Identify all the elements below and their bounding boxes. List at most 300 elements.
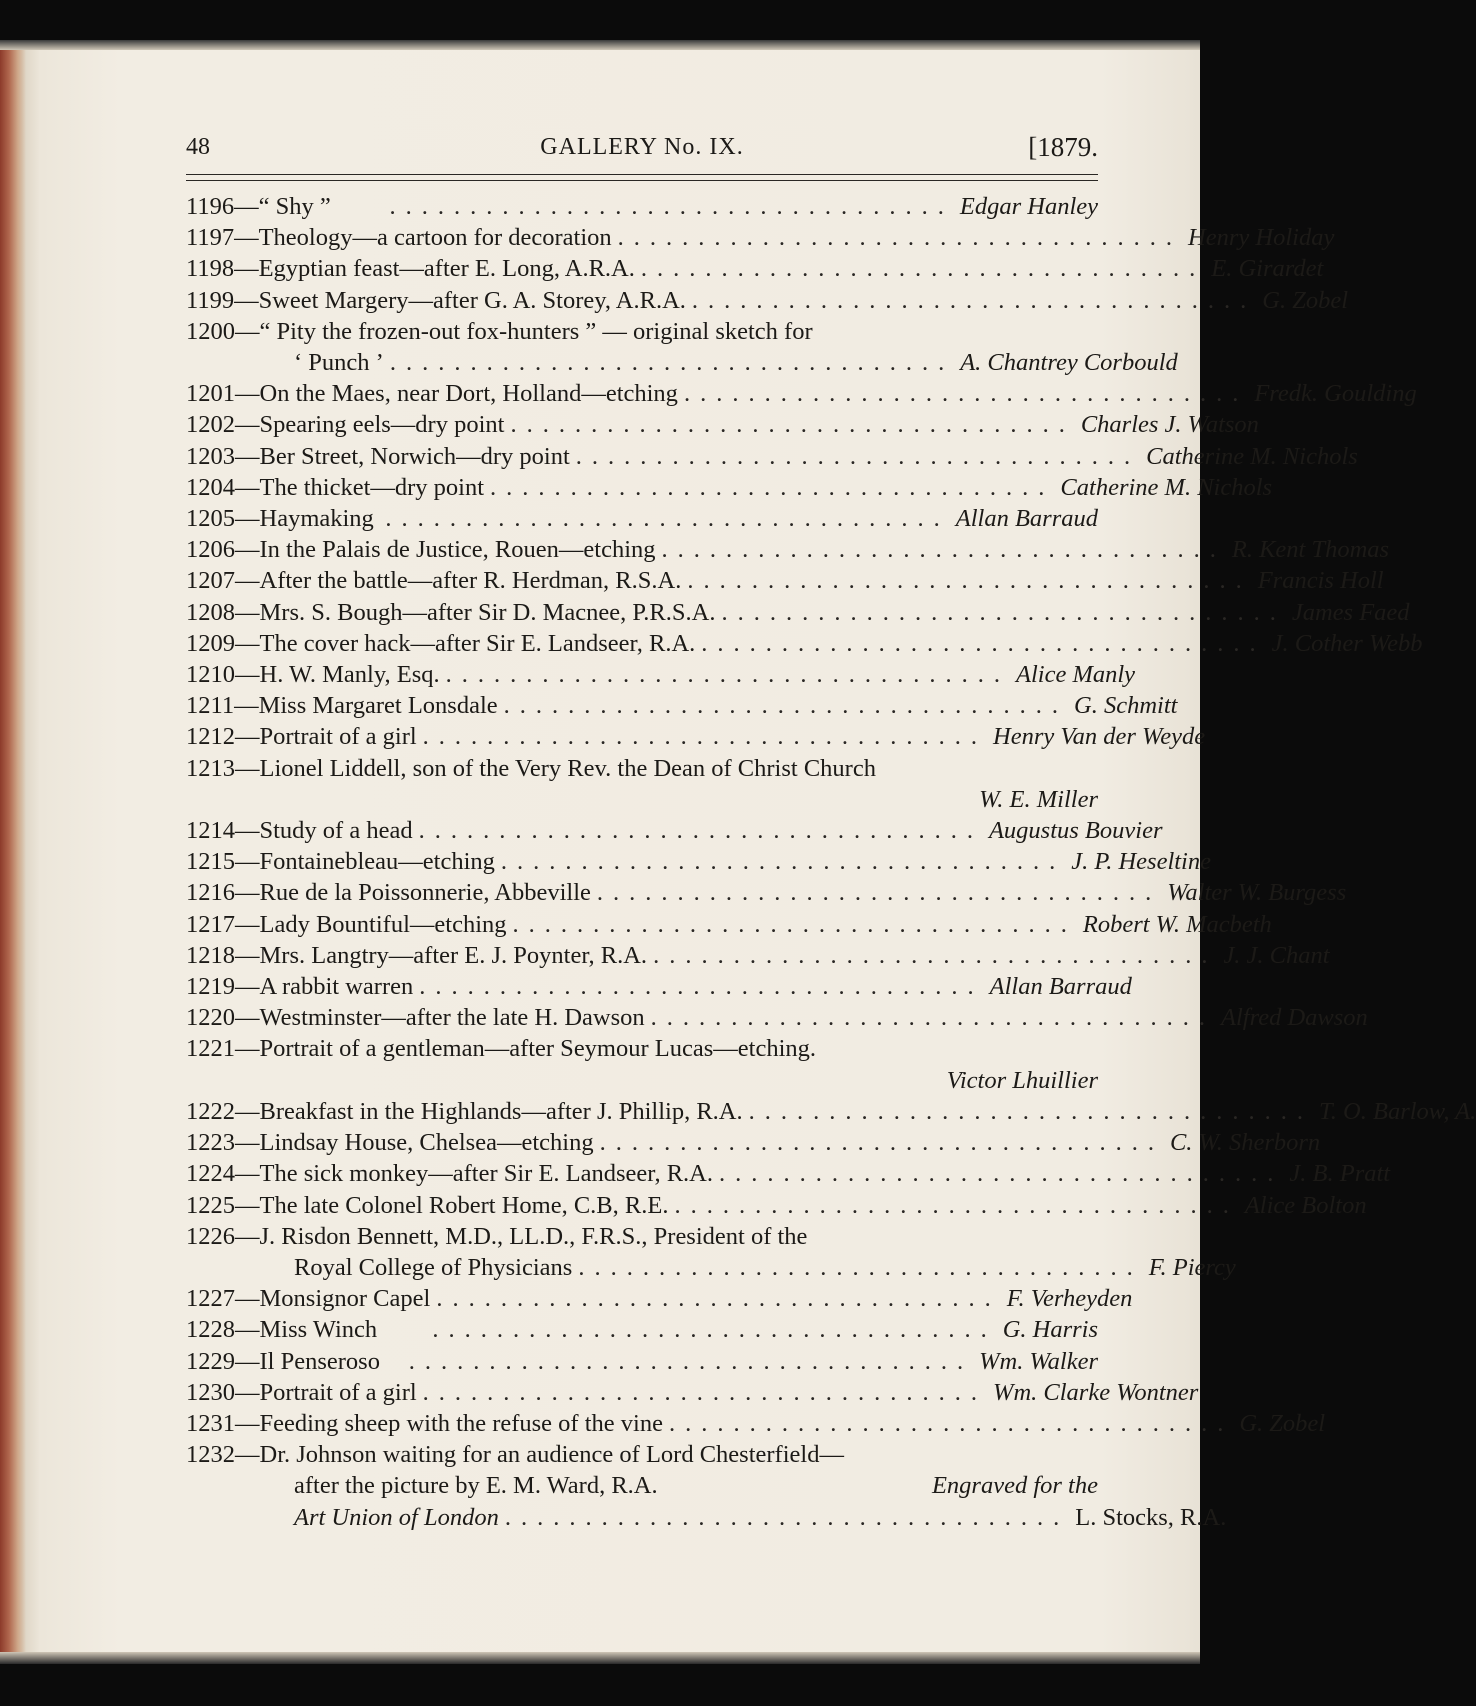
entry-line [186,378,1417,409]
catalogue-entry [186,1283,1133,1314]
entry-line [186,316,1098,347]
artist-name: Catherine M. Nichols [1146,442,1358,470]
entry-head [186,1033,816,1064]
entry-number: 1226 [186,1222,235,1250]
entry-title: Feeding sheep with the refuse of the vine [259,1409,663,1437]
entry-line [186,1221,1098,1252]
catalogue-entry [186,1346,1098,1377]
entry-dash: — [235,317,260,345]
entry-title: Fontainebleau—etching [259,848,495,876]
entry-line [186,690,1178,721]
artist-name: R. Kent Thomas [1231,536,1390,564]
catalogue-entry [186,659,1136,690]
entry-head [186,753,876,784]
leader-dots: ................................... [674,1191,1239,1219]
entry-line [186,1096,1476,1127]
entry-line [186,1002,1368,1033]
entry-head [186,534,656,565]
catalogue-entry [186,628,1423,659]
entry-title: Haymaking [259,505,374,533]
entry-head [186,378,678,409]
artist-name: F. Piercy [1148,1253,1236,1281]
entry-number: 1205 [186,505,235,533]
entry-title: On the Maes, near Dort, Holland—etching [259,380,678,408]
entry-title: Mrs. Langtry—after E. J. Poynter, R.A. [259,941,648,969]
entry-line [186,1283,1133,1314]
entry-number: 1232 [186,1441,235,1469]
entry-line [186,1377,1199,1408]
entry-dash: — [235,1097,260,1125]
entry-number: 1223 [186,1129,235,1157]
entry-title: Portrait of a girl [259,1378,417,1406]
entry-head [186,971,413,1002]
leader-dots: ................................... [691,286,1257,314]
entry-head [186,1221,807,1252]
catalogue-entry [186,940,1330,971]
entry-number: 1229 [186,1347,235,1375]
entry-line [186,877,1347,908]
artist-name: Victor Lhuillier [946,1066,1098,1094]
artist-name: E. Girardet [1211,255,1324,283]
entry-line [186,285,1349,316]
leader-dots: ................................... [575,442,1141,470]
artist-name: G. Zobel [1262,286,1349,314]
entry-number: 1215 [186,848,235,876]
artist-name: A. Chantrey Corbould [960,349,1178,377]
entry-title: Dr. Johnson waiting for an audience of Lord Chesterfield— [259,1441,844,1469]
entry-dash: — [235,1191,260,1219]
catalogue-entry [186,1033,1098,1095]
entry-number: 1218 [186,941,235,969]
entry-number: 1201 [186,380,235,408]
entry-line [186,909,1272,940]
entry-head [186,1002,645,1033]
entry-dash: — [235,629,260,657]
entry-list [186,191,1476,1533]
catalogue-entry [186,253,1324,284]
entry-title: Ber Street, Norwich—dry point [259,442,570,470]
leader-dots: ................................... [419,973,984,1001]
entry-dash: — [235,442,260,470]
engraving-note: Engraved for the [931,1472,1098,1500]
entry-dash: — [235,567,260,595]
entry-dash: — [235,1441,260,1469]
catalogue-entry [186,191,1098,222]
entry-line [186,534,1390,565]
artist-name: F. Verheyden [1006,1285,1133,1313]
entry-title: Portrait of a gentleman—after Seymour Lucas—etching. [259,1035,817,1063]
catalogue-entry [186,222,1335,253]
entry-number: 1209 [186,629,235,657]
leader-dots: ................................... [578,1253,1143,1281]
entry-line [186,1439,1098,1470]
entry-line [186,191,1098,222]
catalogue-entry [186,285,1349,316]
leader-dots: ................................... [503,692,1069,720]
entry-title: Miss Margaret Lonsdale [258,692,498,720]
entry-number: 1222 [186,1097,235,1125]
entry-head [186,1408,663,1439]
entry-dash: — [234,193,259,220]
entry-line [186,753,1098,784]
entry-head [186,1096,743,1127]
catalogue-entry [186,1221,1236,1283]
entry-line [186,565,1384,596]
catalogue-entry [186,1002,1368,1033]
artist-name: Wm. Walker [979,1347,1098,1375]
entry-line [186,1158,1391,1189]
entry-title-continued: after the picture by E. M. Ward, R.A. [294,1472,658,1500]
entry-line [186,222,1335,253]
entry-dash: — [235,1222,260,1250]
entry-line [186,1346,1098,1377]
entry-title: Lady Bountiful—etching [259,910,507,938]
entry-head [186,409,504,440]
entry-dash: — [235,848,260,876]
entry-dash: — [234,286,259,314]
entry-dash: — [235,817,260,845]
entry-dash: — [235,1035,260,1063]
entry-title-continued: Royal College of Physicians [294,1253,573,1281]
catalogue-entry [186,1096,1476,1127]
entry-title: Rue de la Poissonnerie, Abbeville [259,879,591,907]
entry-head [186,659,440,690]
entry-title: J. Risdon Bennett, M.D., LL.D., F.R.S., President of the [259,1222,808,1250]
entry-line [186,721,1206,752]
entry-number: 1198 [186,255,235,283]
entry-number: 1228 [186,1316,235,1344]
artist-name: Augustus Bouvier [988,817,1163,845]
entry-head [186,1158,713,1189]
entry-title: The cover hack—after Sir E. Landseer, R.A. [259,629,696,657]
entry-head [186,565,681,596]
entry-title: Breakfast in the Highlands—after J. Phillip, R.A. [259,1097,743,1125]
entry-title: Westminster—after the late H. Dawson [259,1004,645,1032]
entry-dash: — [235,411,260,439]
artist-name: C. W. Sherborn [1169,1129,1321,1157]
leader-dots: ................................... [640,255,1206,283]
entry-title: Sweet Margery—after G. A. Storey, A.R.A. [258,286,686,314]
entry-head [186,285,686,316]
entry-line [186,1190,1367,1221]
leader-dots: ................................... [721,598,1286,626]
catalogue-entry [186,846,1211,877]
artist-name: J. J. Chant [1223,941,1330,969]
entry-dash: — [235,1347,260,1375]
leader-dots: ................................... [687,567,1252,595]
entry-number: 1207 [186,567,235,595]
entry-head [186,690,498,721]
entry-line [186,441,1358,472]
leader-dots: ................................... [650,1004,1216,1032]
entry-head [186,1346,380,1377]
leader-dots: ................................... [490,473,1055,501]
entry-number: 1199 [186,286,235,314]
artist-line [186,784,1098,815]
leader-dots: ................................... [719,1160,1284,1188]
leader-dots: ................................... [504,1503,1070,1531]
entry-number: 1204 [186,473,235,501]
entry-title: Miss Winch [259,1316,378,1344]
entry-title: A rabbit warren [259,973,414,1001]
catalogue-entry [186,1190,1367,1221]
entry-title: The sick monkey—after Sir E. Landseer, R.A. [259,1160,714,1188]
entry-dash: — [235,910,260,938]
artist-name: Robert W. Macbeth [1082,910,1272,938]
entry-title: The late Colonel Robert Home, C.B, R.E. [259,1191,669,1219]
artist-name: Alice Manly [1016,661,1136,689]
entry-head [186,1283,430,1314]
artist-name: Edgar Hanley [959,193,1098,220]
catalogue-entry [186,877,1347,908]
catalogue-entry [186,690,1178,721]
leader-dots: ................................... [389,193,954,220]
artist-name: J. B. Pratt [1289,1160,1391,1188]
catalogue-entry [186,1408,1326,1439]
artist-name: Allan Barraud [955,505,1098,533]
entry-number: 1217 [186,910,235,938]
leader-dots: ................................... [436,1285,1001,1313]
catalogue-entry [186,721,1206,752]
artist-line [186,1065,1098,1096]
leader-dots: ................................... [668,1409,1234,1437]
leader-dots: ................................... [385,505,950,533]
leader-dots: ................................... [596,879,1162,907]
leader-dots: ................................... [653,941,1218,969]
artist-name: James Faed [1291,598,1410,626]
artist-name: J. P. Heseltine [1071,848,1211,876]
artist-name: T. O. Barlow, A. [1319,1097,1476,1125]
entry-number: 1202 [186,411,235,439]
entry-head [186,222,612,253]
entry-dash: — [235,661,260,689]
catalogue-entry [186,753,1098,815]
artist-name: Alfred Dawson [1221,1004,1368,1032]
year-marker: [1879. [1028,132,1098,162]
entry-title: “ Shy ” [258,193,331,220]
entry-line [186,1502,1227,1533]
entry-dash: — [234,692,259,720]
entry-line [186,1408,1326,1439]
entry-head [186,597,715,628]
leader-dots: ................................... [422,723,988,751]
entry-dash: — [235,1160,260,1188]
entry-line [186,253,1324,284]
leader-dots: ................................... [445,661,1011,689]
entry-line [186,597,1410,628]
entry-number: 1221 [186,1035,235,1063]
entry-head [186,253,635,284]
entry-head [186,846,495,877]
entry-number: 1196 [186,193,235,220]
entry-dash: — [235,1378,260,1406]
entry-dash: — [235,598,260,626]
artist-name: Wm. Clarke Wontner [993,1378,1199,1406]
entry-title: Il Penseroso [259,1347,380,1375]
leader-dots: ................................... [512,910,1077,938]
entry-title: The thicket—dry point [259,473,485,501]
header-rule [186,174,1098,181]
leader-dots: ................................... [500,848,1066,876]
catalogue-page [186,130,1476,1533]
entry-line [186,472,1273,503]
entry-line [186,628,1423,659]
catalogue-entry [186,1377,1199,1408]
entry-head [186,721,417,752]
catalogue-entry [186,1127,1321,1158]
catalogue-entry [186,597,1410,628]
entry-number: 1211 [186,692,235,720]
leader-dots: ................................... [432,1316,997,1344]
artist-name: Allan Barraud [989,973,1132,1001]
entry-dash: — [235,473,260,501]
leader-dots: ................................... [701,629,1266,657]
entry-head [186,628,695,659]
entry-line [186,659,1136,690]
entry-dash: — [235,1004,260,1032]
artist-name: Henry Van der Weyde [993,723,1206,751]
leader-dots: ................................... [617,224,1183,252]
catalogue-entry [186,1158,1391,1189]
entry-title: H. W. Manly, Esq. [259,661,440,689]
artist-name: Charles J. Watson [1080,411,1259,439]
entry-line [186,1033,1098,1064]
catalogue-entry [186,472,1273,503]
entry-title: Theology—a cartoon for decoration [258,224,612,252]
entry-line [186,503,1098,534]
entry-dash: — [235,380,260,408]
entry-title: Lindsay House, Chelsea—etching [259,1129,594,1157]
entry-title: Monsignor Capel [259,1285,431,1313]
artist-name: W. E. Miller [979,785,1098,813]
artist-name: J. Cother Webb [1271,629,1423,657]
catalogue-entry [186,1314,1098,1345]
entry-number: 1210 [186,661,235,689]
entry-line [186,815,1163,846]
leader-dots: ................................... [748,1097,1313,1125]
catalogue-entry [186,971,1132,1002]
entry-head [186,503,374,534]
entry-line [186,1252,1236,1283]
entry-head [186,1190,668,1221]
entry-dash: — [235,754,260,782]
leader-dots: ................................... [408,1347,974,1375]
entry-number: 1219 [186,973,235,1001]
catalogue-entry [186,565,1384,596]
entry-dash: — [235,505,260,533]
entry-head [186,191,331,222]
entry-line [186,1127,1321,1158]
entry-number: 1208 [186,598,235,626]
entry-head [186,1127,594,1158]
entry-dash: — [234,255,259,283]
entry-number: 1203 [186,442,235,470]
catalogue-entry [186,909,1272,940]
catalogue-entry [186,503,1098,534]
entry-dash: — [235,536,260,564]
entry-head [186,472,484,503]
entry-title: After the battle—after R. Herdman, R.S.A. [259,567,682,595]
artist-name: Alice Bolton [1244,1191,1367,1219]
leader-dots: ................................... [599,1129,1164,1157]
entry-line [186,971,1132,1002]
entry-head [186,909,507,940]
entry-title: Mrs. S. Bough—after Sir D. Macnee, P.R.S.A. [259,598,716,626]
catalogue-entry [186,378,1417,409]
leader-dots: ................................... [418,817,983,845]
entry-title-continued: Art Union of London [294,1503,499,1531]
entry-number: 1227 [186,1285,235,1313]
leader-dots: ................................... [422,1378,988,1406]
entry-number: 1220 [186,1004,235,1032]
catalogue-entry [186,1439,1227,1533]
page-title: GALLERY No. IX. [540,134,744,160]
entry-number: 1212 [186,723,235,751]
catalogue-entry [186,316,1178,378]
artist-name: Fredk. Goulding [1254,380,1417,408]
entry-head [186,940,647,971]
artist-name: G. Schmitt [1074,692,1178,720]
entry-number: 1197 [186,224,235,252]
entry-head [186,316,813,347]
entry-line [186,1314,1098,1345]
artist-name: Henry Holiday [1188,224,1335,252]
book-gutter [0,44,26,1658]
catalogue-entry [186,409,1259,440]
entry-head [186,1314,377,1345]
page-number: 48 [186,134,210,160]
entry-line [186,940,1330,971]
entry-dash: — [235,1285,260,1313]
bottom-page-edge [0,1652,1200,1664]
entry-title: “ Pity the frozen-out fox-hunters ” — original sketch for [259,317,813,345]
artist-name: G. Harris [1002,1316,1098,1344]
entry-line [186,1470,1098,1501]
entry-number: 1230 [186,1378,235,1406]
catalogue-entry [186,815,1163,846]
entry-line [186,846,1211,877]
entry-title: Study of a head [259,817,413,845]
entry-head [186,1377,417,1408]
entry-number: 1200 [186,317,235,345]
entry-dash: — [235,723,260,751]
entry-number: 1216 [186,879,235,907]
entry-number: 1213 [186,754,235,782]
entry-dash: — [235,973,260,1001]
leader-dots: ................................... [661,536,1226,564]
catalogue-entry [186,534,1390,565]
catalogue-entry [186,441,1358,472]
entry-line [186,347,1178,378]
entry-head [186,1439,844,1470]
artist-name: Walter W. Burgess [1167,879,1347,907]
leader-dots: ................................... [683,380,1249,408]
entry-line [186,409,1259,440]
entry-title: Portrait of a girl [259,723,417,751]
entry-number: 1224 [186,1160,235,1188]
entry-number: 1231 [186,1409,235,1437]
top-page-edge [0,40,1200,50]
entry-title: Spearing eels—dry point [259,411,505,439]
entry-head [186,815,413,846]
artist-name: Francis Holl [1257,567,1384,595]
artist-name: L. Stocks, R.A. [1075,1503,1227,1531]
leader-dots: ................................... [389,349,955,377]
leader-dots: ................................... [510,411,1075,439]
entry-title: Egyptian feast—after E. Long, A.R.A. [258,255,635,283]
entry-title: Lionel Liddell, son of the Very Rev. the Dean of Christ Church [259,754,876,782]
entry-number: 1214 [186,817,235,845]
